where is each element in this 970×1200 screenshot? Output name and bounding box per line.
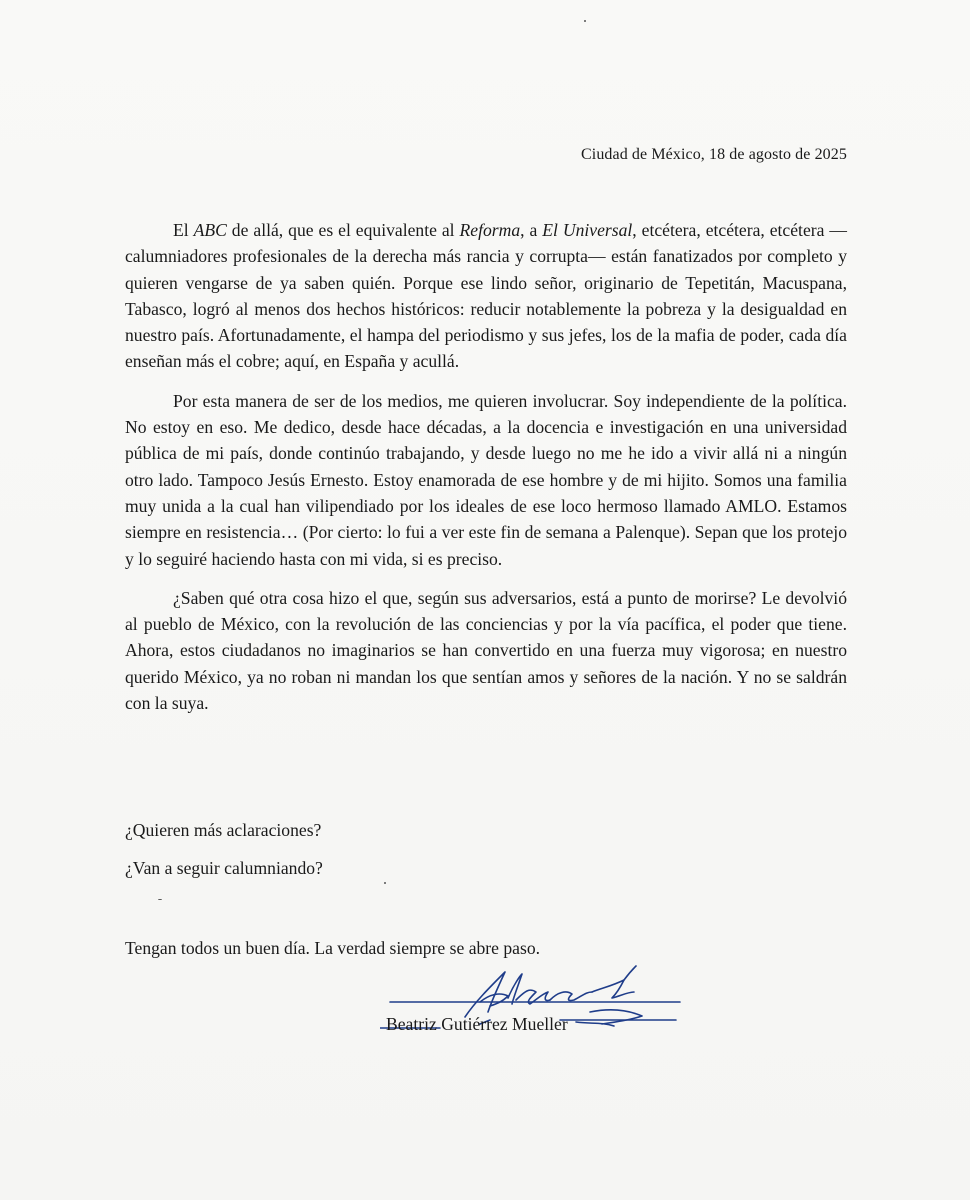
text-run: de allá, que es el equivalente al [226, 220, 460, 240]
paragraph-1 [125, 217, 847, 375]
newspaper-el-universal: El Universal [542, 220, 633, 240]
speck [584, 20, 586, 22]
closing-line: Tengan todos un buen día. La verdad siempre se abre paso. [125, 938, 541, 958]
paragraph-2: Por esta manera de ser de los medios, me quieren involucrar. Soy independiente de la política. No estoy en eso. Me dedico, desde hace décadas, a la docencia e investigación en una universidad pública de mi país, donde continúo trabajando, y desde luego no me he ido a vivir allá ni a ningún otro lado. Tampoco Jesús Ernesto. Estoy enamorada de ese hombre y de mi hijito. Somos una familia muy unida a la cual han vilipendiado por los ideales de ese loco hermoso llamado AMLO. Estamos siempre en resistencia… (Por cierto: lo fui a ver este fin de semana a Palenque). Sepan que los protejo y lo seguiré haciendo hasta con mi vida, si es preciso. [125, 390, 847, 569]
text-run: , a [520, 220, 543, 240]
newspaper-reforma: Reforma [459, 220, 521, 240]
speck [158, 899, 162, 900]
newspaper-abc: ABC [193, 220, 227, 240]
letter-body [125, 217, 847, 729]
signer-name: Beatriz Gutiérrez Mueller [386, 1014, 568, 1034]
question-1: ¿Quieren más aclaraciones? [125, 820, 322, 840]
text-run: , etcétera, etcétera, etcétera —calumniadores profesionales de la derecha más rancia y corrupta— están fanatizados por completo y quieren vengarse de ya saben quién. Porque ese lindo señor, originario de Tepetitán, Macuspana, Tabasco, logró al menos dos hechos históricos: reducir notablemente la pobreza y la desigualdad en nuestro país. Afortunadamente, el hampa del periodismo y sus jefes, los de la mafia de poder, cada día enseñan más el cobre; aquí, en España y acullá. [125, 220, 847, 372]
text-run: El [173, 220, 194, 240]
question-2: ¿Van a seguir calumniando? [125, 858, 323, 878]
letter-date: Ciudad de México, 18 de agosto de 2025 [581, 146, 847, 163]
paragraph-3: ¿Saben qué otra cosa hizo el que, según sus adversarios, está a punto de morirse? Le devolvió al pueblo de México, con la revolución de las conciencias y por la vía pacífica, el poder que tiene. Ahora, estos ciudadanos no imaginarios se han convertido en una fuerza muy vigorosa; en nuestro querido México, ya no roban ni mandan los que sentían amos y señores de la nación. Y no se saldrán con la suya. [125, 587, 847, 714]
speck [384, 882, 386, 884]
